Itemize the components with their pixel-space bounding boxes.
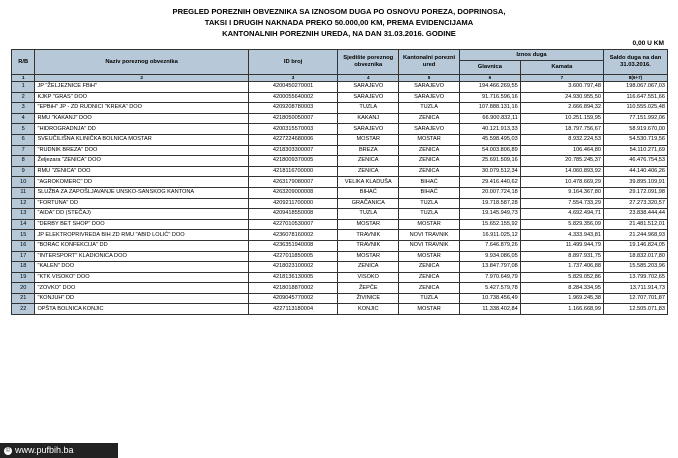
interest-amount: 9.164.367,80 (520, 187, 603, 198)
taxpayer-seat: ŽEPČE (338, 283, 399, 294)
row-number: 18 (12, 262, 35, 273)
id-number: 4209045770002 (248, 293, 338, 304)
id-number: 4200450270001 (248, 82, 338, 93)
tax-office: ZENICA (399, 156, 460, 167)
taxpayer-seat: MOSTAR (338, 251, 399, 262)
id-number: 4209208780003 (248, 103, 338, 114)
taxpayer-name: "KALEN" DOO (35, 262, 248, 273)
taxpayer-name: RMU "ZENICA" DOO (35, 166, 248, 177)
id-number: 4227010530007 (248, 219, 338, 230)
principal-amount: 54.003.806,89 (459, 145, 520, 156)
column-number-row (12, 75, 668, 82)
document-title (0, 6, 678, 39)
id-number: 4218116700000 (248, 166, 338, 177)
header-office: Kantonalni porezni ured (399, 50, 460, 75)
id-number: 4218303300007 (248, 145, 338, 156)
title-line: TAKSI I DRUGIH NAKNADA PREKO 50.000,00 KM, PREMA EVIDENCIJAMA (204, 18, 474, 27)
row-number: 20 (12, 283, 35, 294)
header-seat: Sjedište poreznog obveznika (338, 50, 399, 75)
taxpayer-seat: TRAVNIK (338, 230, 399, 241)
taxpayer-name: "AIDA" DD (STEČAJ) (35, 209, 248, 220)
taxpayer-seat: SARAJEVO (338, 124, 399, 135)
site-url: www.pufbih.ba (15, 445, 74, 455)
tax-office: MOSTAR (399, 219, 460, 230)
row-number: 8 (12, 156, 35, 167)
balance-amount: 27.273.320,57 (603, 198, 667, 209)
interest-amount: 8.284.334,95 (520, 283, 603, 294)
taxpayer-name: "BORAC KONFEKCIJA" DD (35, 240, 248, 251)
principal-amount: 66.900.832,11 (459, 113, 520, 124)
id-number: 4227011850005 (248, 251, 338, 262)
table-row (12, 209, 668, 220)
balance-amount: 58.919.670,00 (603, 124, 667, 135)
taxpayer-name: "INTERSPORT" KLADIONICA DOO (35, 251, 248, 262)
balance-amount: 110.555.025,48 (603, 103, 667, 114)
principal-amount: 20.007.724,18 (459, 187, 520, 198)
interest-amount: 7.554.733,29 (520, 198, 603, 209)
table-row (12, 187, 668, 198)
table-row (12, 198, 668, 209)
column-number: 4 (338, 75, 399, 82)
tax-office: SARAJEVO (399, 124, 460, 135)
interest-amount: 5.829.356,09 (520, 219, 603, 230)
balance-amount: 54.530.719,56 (603, 134, 667, 145)
table-row (12, 293, 668, 304)
title-line: PREGLED POREZNIH OBVEZNIKA SA IZNOSOM DUGA PO OSNOVU POREZA, DOPRINOSA, (172, 7, 506, 16)
taxpayer-name: SVEUČILIŠNA KLINIČKA BOLNICA MOSTAR (35, 134, 248, 145)
taxpayer-name: "ZOVKO" DOO (35, 283, 248, 294)
header-principal: Glavnica (459, 61, 520, 75)
principal-amount: 9.934.086,05 (459, 251, 520, 262)
taxpayer-name: "RUDNIK BREZA" DOO (35, 145, 248, 156)
row-number: 10 (12, 177, 35, 188)
table-row (12, 177, 668, 188)
table-row (12, 124, 668, 135)
tax-office: SARAJEVO (399, 92, 460, 103)
watermark-footer (0, 443, 118, 458)
taxpayer-name: "FORTUNA" DD (35, 198, 248, 209)
taxpayer-seat: TUZLA (338, 103, 399, 114)
tax-office: MOSTAR (399, 251, 460, 262)
row-number: 17 (12, 251, 35, 262)
interest-amount: 1.166.668,99 (520, 304, 603, 315)
balance-amount: 21.481.512,01 (603, 219, 667, 230)
header-interest: Kamata (520, 61, 603, 75)
row-number: 16 (12, 240, 35, 251)
taxpayer-seat: BIHAĆ (338, 187, 399, 198)
id-number: 4200315570003 (248, 124, 338, 135)
row-number: 12 (12, 198, 35, 209)
interest-amount: 24.930.955,50 (520, 92, 603, 103)
principal-amount: 13.847.797,08 (459, 262, 520, 273)
column-number: 2 (35, 75, 248, 82)
taxpayer-name: JP "ŽELJEZNICE FBiH" (35, 82, 248, 93)
tax-office: ZENICA (399, 283, 460, 294)
id-number: 4218018870002 (248, 283, 338, 294)
header-name: Naziv poreznog obveznika (35, 50, 248, 75)
header-rb: R/B (12, 50, 35, 75)
balance-amount: 39.895.109,91 (603, 177, 667, 188)
taxpayer-name: SLUŽBA ZA ZAPOŠLJAVANJE UNSKO-SANSKOG KANTONA (35, 187, 248, 198)
taxpayer-name: JP ELEKTROPRIVREDA BIH ZD RMU "ABID LOLIĆ" DOO (35, 230, 248, 241)
principal-amount: 107.888.131,16 (459, 103, 520, 114)
taxpayer-name: "DERBY BET SHOP" DOO (35, 219, 248, 230)
tax-office: ZENICA (399, 272, 460, 283)
balance-amount: 44.140.406,26 (603, 166, 667, 177)
principal-amount: 30.079.512,34 (459, 166, 520, 177)
table-row (12, 251, 668, 262)
balance-amount: 19.146.824,05 (603, 240, 667, 251)
header-debt: Iznos duga (459, 50, 603, 61)
table-row (12, 272, 668, 283)
balance-amount: 46.476.754,53 (603, 156, 667, 167)
interest-amount: 4.692.494,71 (520, 209, 603, 220)
balance-amount: 77.151.992,06 (603, 113, 667, 124)
table-row (12, 113, 668, 124)
principal-amount: 7.646.879,26 (459, 240, 520, 251)
principal-amount: 91.716.596,16 (459, 92, 520, 103)
balance-amount: 12.505.071,83 (603, 304, 667, 315)
id-number: 4209211700000 (248, 198, 338, 209)
tax-office: BIHAĆ (399, 187, 460, 198)
taxpayer-name: "KONJUH" DD (35, 293, 248, 304)
tax-office: TUZLA (399, 293, 460, 304)
tax-office: ZENICA (399, 145, 460, 156)
taxpayer-seat: TRAVNIK (338, 240, 399, 251)
table-row (12, 92, 668, 103)
tax-office: TUZLA (399, 103, 460, 114)
taxpayer-name: Željezara "ZENICA" DOO (35, 156, 248, 167)
column-number: 8(6+7) (603, 75, 667, 82)
balance-amount: 18.832.017,80 (603, 251, 667, 262)
id-number: 4200055640002 (248, 92, 338, 103)
row-number: 1 (12, 82, 35, 93)
tax-office: SARAJEVO (399, 82, 460, 93)
taxpayer-seat: TUZLA (338, 209, 399, 220)
table-row (12, 103, 668, 114)
interest-amount: 18.797.756,67 (520, 124, 603, 135)
tax-office: ZENICA (399, 113, 460, 124)
table-row (12, 283, 668, 294)
tax-office: ZENICA (399, 166, 460, 177)
tax-office: TUZLA (399, 198, 460, 209)
row-number: 15 (12, 230, 35, 241)
table-row (12, 134, 668, 145)
tax-office: BIHAĆ (399, 177, 460, 188)
balance-amount: 198.067.067,03 (603, 82, 667, 93)
id-number: 4236351940008 (248, 240, 338, 251)
row-number: 13 (12, 209, 35, 220)
table-row (12, 219, 668, 230)
balance-amount: 13.799.702,65 (603, 272, 667, 283)
taxpayer-name: "HIDROGRADNJA" DD (35, 124, 248, 135)
table-row (12, 145, 668, 156)
id-number: 4218050050007 (248, 113, 338, 124)
row-number: 11 (12, 187, 35, 198)
principal-amount: 7.970.649,79 (459, 272, 520, 283)
row-number: 21 (12, 293, 35, 304)
taxpayer-seat: BREZA (338, 145, 399, 156)
tax-office: MOSTAR (399, 134, 460, 145)
column-number: 1 (12, 75, 35, 82)
balance-amount: 23.838.444,44 (603, 209, 667, 220)
id-number: 4227113180004 (248, 304, 338, 315)
interest-amount: 14.060.893,92 (520, 166, 603, 177)
taxpayer-seat: MOSTAR (338, 134, 399, 145)
taxpayer-seat: MOSTAR (338, 219, 399, 230)
table-row (12, 304, 668, 315)
balance-amount: 12.707.701,87 (603, 293, 667, 304)
interest-amount: 11.499.944,79 (520, 240, 603, 251)
taxpayer-seat: ZENICA (338, 156, 399, 167)
principal-amount: 5.427.579,78 (459, 283, 520, 294)
row-number: 19 (12, 272, 35, 283)
row-number: 9 (12, 166, 35, 177)
column-number: 5 (399, 75, 460, 82)
interest-amount: 4.333.943,81 (520, 230, 603, 241)
table-row (12, 166, 668, 177)
table-row (12, 240, 668, 251)
principal-amount: 15.652.155,92 (459, 219, 520, 230)
interest-amount: 5.829.052,86 (520, 272, 603, 283)
taxpayer-seat: SARAJEVO (338, 92, 399, 103)
id-number: 4218009370005 (248, 156, 338, 167)
table-row (12, 230, 668, 241)
taxpayer-seat: ŽIVINICE (338, 293, 399, 304)
id-number: 4263209000008 (248, 187, 338, 198)
row-number: 7 (12, 145, 35, 156)
principal-amount: 19.718.587,28 (459, 198, 520, 209)
tax-office: NOVI TRAVNIK (399, 240, 460, 251)
copyright-icon: © (5, 447, 11, 454)
balance-amount: 54.110.271,69 (603, 145, 667, 156)
tax-office: NOVI TRAVNIK (399, 230, 460, 241)
balance-amount: 21.244.968,93 (603, 230, 667, 241)
row-number: 5 (12, 124, 35, 135)
principal-amount: 45.598.495,03 (459, 134, 520, 145)
row-number: 14 (12, 219, 35, 230)
tax-office: MOSTAR (399, 304, 460, 315)
row-number: 22 (12, 304, 35, 315)
taxpayer-name: "EPBiH" JP - ZD RUDNICI "KREKA" DOO (35, 103, 248, 114)
balance-amount: 13.711.914,73 (603, 283, 667, 294)
principal-amount: 16.911.025,12 (459, 230, 520, 241)
balance-amount: 116.647.551,66 (603, 92, 667, 103)
tax-office: TUZLA (399, 209, 460, 220)
principal-amount: 25.691.509,16 (459, 156, 520, 167)
column-number: 7 (520, 75, 603, 82)
interest-amount: 20.785.245,37 (520, 156, 603, 167)
taxpayer-seat: SARAJEVO (338, 82, 399, 93)
currency-unit-label: 0,00 U KM (632, 40, 664, 47)
taxpayer-name: OPŠTA BOLNICA KONJIC (35, 304, 248, 315)
interest-amount: 2.666.894,32 (520, 103, 603, 114)
header-id: ID broj (248, 50, 338, 75)
row-number: 4 (12, 113, 35, 124)
id-number: 4209418550008 (248, 209, 338, 220)
principal-amount: 40.121.913,33 (459, 124, 520, 135)
taxpayer-name: KJKP "GRAS" DOO (35, 92, 248, 103)
interest-amount: 1.969.245,38 (520, 293, 603, 304)
taxpayer-seat: VELIKA KLADUŠA (338, 177, 399, 188)
taxpayer-name: "AGROKOMERC" DD (35, 177, 248, 188)
title-line: KANTONALNIH POREZNIH UREDA, NA DAN 31.03.2016. GODINE (222, 29, 456, 38)
balance-amount: 29.172.091,98 (603, 187, 667, 198)
row-number: 2 (12, 92, 35, 103)
taxpayer-seat: KONJIC (338, 304, 399, 315)
interest-amount: 1.737.406,88 (520, 262, 603, 273)
principal-amount: 11.338.402,84 (459, 304, 520, 315)
principal-amount: 194.466.269,55 (459, 82, 520, 93)
id-number: 4218136130005 (248, 272, 338, 283)
id-number: 4263179080007 (248, 177, 338, 188)
id-number: 4218023100002 (248, 262, 338, 273)
table-row (12, 82, 668, 93)
principal-amount: 10.738.456,49 (459, 293, 520, 304)
taxpayer-seat: KAKANJ (338, 113, 399, 124)
interest-amount: 8.897.931,75 (520, 251, 603, 262)
taxpayer-seat: GRAČANICA (338, 198, 399, 209)
balance-amount: 15.585.203,96 (603, 262, 667, 273)
taxpayer-name: "KTK VISOKO" DOO (35, 272, 248, 283)
interest-amount: 106.464,80 (520, 145, 603, 156)
taxpayer-seat: ZENICA (338, 166, 399, 177)
header-balance: Saldo duga na dan 31.03.2016. (603, 50, 667, 75)
taxpayer-seat: ZENICA (338, 262, 399, 273)
taxpayer-seat: VISOKO (338, 272, 399, 283)
id-number: 4236078160002 (248, 230, 338, 241)
debtors-table (11, 49, 668, 315)
taxpayer-name: RMU "KAKANJ" DOO (35, 113, 248, 124)
principal-amount: 29.416.440,62 (459, 177, 520, 188)
table-row (12, 262, 668, 273)
table-row (12, 156, 668, 167)
column-number: 3 (248, 75, 338, 82)
row-number: 6 (12, 134, 35, 145)
column-number: 6 (459, 75, 520, 82)
interest-amount: 10.251.159,95 (520, 113, 603, 124)
tax-office: ZENICA (399, 262, 460, 273)
interest-amount: 8.932.224,53 (520, 134, 603, 145)
row-number: 3 (12, 103, 35, 114)
id-number: 4227224680006 (248, 134, 338, 145)
principal-amount: 19.145.949,73 (459, 209, 520, 220)
interest-amount: 3.600.797,48 (520, 82, 603, 93)
interest-amount: 10.478.669,29 (520, 177, 603, 188)
